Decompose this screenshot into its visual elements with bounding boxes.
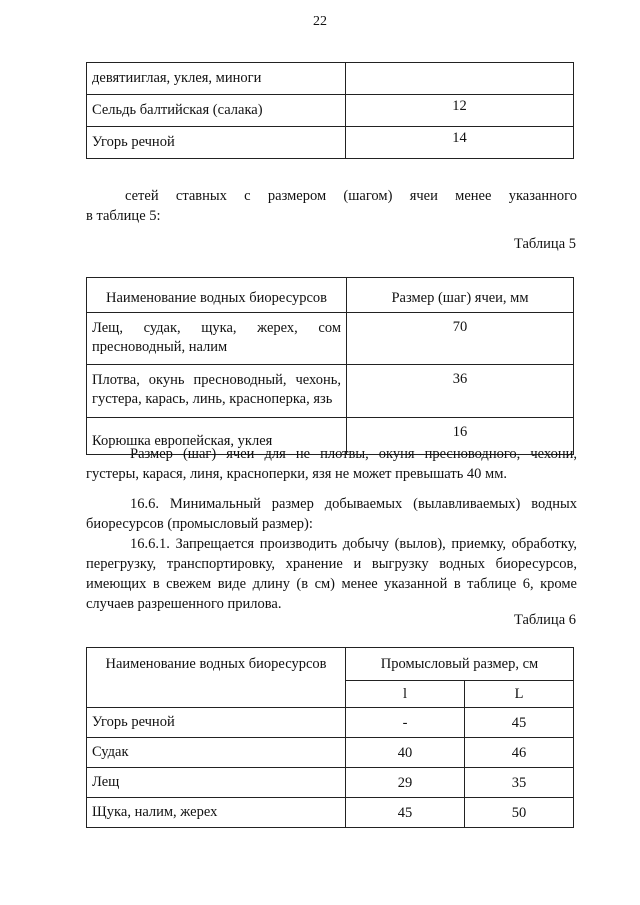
table-row	[87, 127, 574, 159]
table-cell-name: Щука, налим, жерех	[87, 798, 346, 828]
table-cell-l: 29	[346, 768, 465, 798]
table-cell-value: 14	[346, 127, 574, 159]
paragraph-nets-end	[86, 206, 577, 226]
table-row	[87, 63, 574, 95]
table6-caption: Таблица 6	[513, 612, 576, 628]
paragraph-nets	[125, 186, 577, 206]
table-cell-L: 46	[465, 738, 574, 768]
table-6	[86, 647, 574, 828]
table-cell-name: Угорь речной	[87, 127, 346, 159]
table-header-l: l	[346, 681, 465, 708]
table-row	[87, 313, 574, 365]
table-row	[87, 365, 574, 418]
table-cell-name	[87, 313, 347, 365]
table-cell-name	[87, 365, 347, 418]
table-cell-line: пресноводный, налим	[92, 339, 228, 355]
table-cell-line: Лещ, судак, щука, жерех, сом	[92, 320, 341, 336]
table-cell-L: 35	[465, 768, 574, 798]
table-cell-name: девятииглая, уклея, миноги	[87, 63, 346, 95]
table-cell-L: 45	[465, 708, 574, 738]
table-header-L: L	[465, 681, 574, 708]
table-5	[86, 277, 574, 455]
table-header-size: Промысловый размер, см	[346, 648, 574, 681]
table-header-name: Наименование водных биоресурсов	[87, 648, 346, 708]
table-cell-value	[346, 63, 574, 95]
table-cell-value: 16	[347, 418, 574, 455]
table-row	[87, 708, 574, 738]
paragraph-mesh-limit: Размер (шаг) ячеи для не плотвы, окуня пресноводного, чехони, густеры, карася, линя, красноперки, язя не может превышать 40 мм.	[86, 446, 577, 482]
table-row	[87, 798, 574, 828]
paragraph-section-16-6: 16.6. Минимальный размер добываемых (вылавливаемых) водных биоресурсов (промысловый размер):	[86, 496, 577, 532]
table-cell-name: Судак	[87, 738, 346, 768]
table-cell-value: 36	[347, 365, 574, 418]
table-cell-name: Угорь речной	[87, 708, 346, 738]
page-number: 22	[313, 14, 327, 29]
table5-caption: Таблица 5	[513, 236, 576, 252]
table-header-name: Наименование водных биоресурсов	[87, 278, 347, 313]
table-header-size: Размер (шаг) ячеи, мм	[347, 278, 574, 313]
table-row	[87, 738, 574, 768]
table-cell-name: Сельдь балтийская (салака)	[87, 95, 346, 127]
table-cell-L: 50	[465, 798, 574, 828]
table-header-row	[87, 278, 574, 313]
table-row	[87, 95, 574, 127]
table-cell-name: Корюшка европейская, уклея	[87, 418, 347, 455]
table-cell-l: 45	[346, 798, 465, 828]
table-cell-value: 70	[347, 313, 574, 365]
table-continuation	[86, 62, 574, 159]
table-cell-l: -	[346, 708, 465, 738]
table-header-row	[87, 648, 574, 681]
paragraph-line: в таблице 5:	[86, 208, 161, 224]
table-cell-l: 40	[346, 738, 465, 768]
table-cell-value: 12	[346, 95, 574, 127]
table-row	[87, 768, 574, 798]
paragraph-section-16-6-1: 16.6.1. Запрещается производить добычу (вылов), приемку, обработку, перегрузку, транспортировку, хранение и выгрузку водных биоресурсов, имеющих в свежем виде длину (в см) менее указанной в таблице 6, кроме случаев разрешенного прилова.	[86, 536, 577, 612]
table-cell-name: Лещ	[87, 768, 346, 798]
table-cell-line: густера, карась, линь, красноперка, язь	[92, 391, 333, 407]
paragraph-line: сетей ставных с размером (шагом) ячеи менее указанного	[125, 188, 577, 204]
table-cell-line: Плотва, окунь пресноводный, чехонь,	[92, 372, 341, 388]
